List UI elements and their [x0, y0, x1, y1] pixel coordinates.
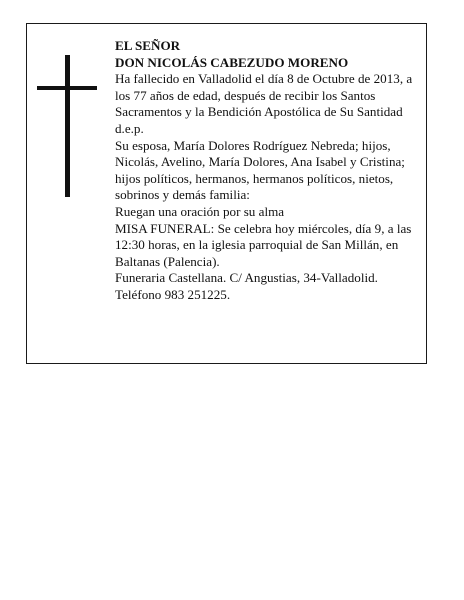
cross-icon	[37, 55, 97, 197]
deceased-name: DON NICOLÁS CABEZUDO MORENO	[115, 54, 349, 70]
notice-text	[115, 38, 421, 304]
family-list: Su esposa, María Dolores Rodríguez Nebreda; hijos, Nicolás, Avelino, María Dolores, Ana Isabel y Cristina; hijos políticos, hermanos, hermanos políticos, nietos, sobrinos y demás familia:	[115, 137, 405, 203]
funeral-mass-info: MISA FUNERAL: Se celebra hoy miércoles, día 9, a las 12:30 horas, en la iglesia parroquial de San Millán, en Baltanas (Palencia).	[115, 220, 412, 269]
death-announcement: Ha fallecido en Valladolid el día 8 de Octubre de 2013, a los 77 años de edad, después de recibir los Santos Sacramentos y la Bendición Apostólica de Su Santidad d.e.p.	[115, 71, 413, 136]
cross-vertical-bar	[65, 55, 70, 197]
cross-horizontal-bar	[37, 86, 97, 90]
obituary-notice	[26, 23, 427, 364]
prayer-request: Ruegan una oración por su alma	[115, 203, 285, 219]
notice-title-line-1: EL SEÑOR	[115, 38, 181, 53]
funeral-home-info: Funeraria Castellana. C/ Angustias, 34-Valladolid. Teléfono 983 251225.	[115, 270, 378, 302]
